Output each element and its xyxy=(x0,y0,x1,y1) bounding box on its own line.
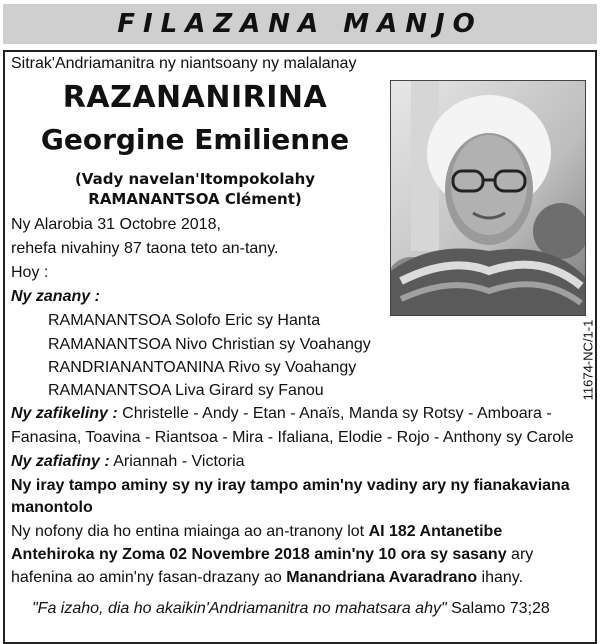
verse-quote: "Fa izaho, dia ho akaikin'Andriamanitra no mahatsara ahy" xyxy=(32,600,447,617)
deceased-surname: RAZANANIRINA xyxy=(62,80,328,115)
funeral-text-g: ihany. xyxy=(477,569,524,586)
child-item: RAMANANTSOA Nivo Christian sy Voahangy xyxy=(48,336,371,353)
child-item: RANDRIANANTOANINA Rivo sy Voahangy xyxy=(48,359,357,376)
burial-place: Manandriana Avaradrano xyxy=(286,569,478,586)
header-title: FILAZANA MANJO xyxy=(117,9,483,39)
funeral-line-2 xyxy=(11,546,533,564)
funeral-text-e: hafenina ao amin'ny fasan-drazany ao xyxy=(11,569,287,586)
funeral-address: AI 182 Antanetibe xyxy=(368,523,503,540)
verse-reference: Salamo 73;28 xyxy=(446,600,550,617)
funeral-text-d: ary xyxy=(506,546,534,563)
bible-verse xyxy=(32,600,550,618)
child-item: RAMANANTSOA Liva Girard sy Fanou xyxy=(48,382,324,399)
great-grandchildren-names: Ariannah - Victoria xyxy=(109,453,245,470)
spouse-line-1: (Vady navelan'Itompokolahy xyxy=(74,170,316,188)
deceased-given-names: Georgine Emilienne xyxy=(40,123,350,156)
grandchildren-names-1: Christelle - Andy - Etan - Anaïs, Manda sy Rotsy - Amboara - xyxy=(117,405,552,422)
portrait-photo xyxy=(390,80,586,316)
hoy-line: Hoy : xyxy=(11,264,49,281)
portrait-image xyxy=(391,81,585,315)
reference-code: 11674-NC/1-1 xyxy=(580,319,596,401)
age-line: rehefa nivahiny 87 taona teto an-tany. xyxy=(11,240,279,257)
grandchildren-line-2: Fanasina, Toavina - Riantsoa - Mira - Ifaliana, Elodie - Rojo - Anthony sy Carole xyxy=(11,429,574,446)
funeral-text-a: Ny nofony dia ho entina miainga ao an-tranony lot xyxy=(11,523,369,540)
children-label: Ny zanany : xyxy=(11,288,100,305)
great-grandchildren-label: Ny zafiafiny : xyxy=(11,453,110,470)
family-line-1: Ny iray tampo aminy sy ny iray tampo amin'ny vadiny ary ny fianakaviana xyxy=(11,477,570,494)
child-item: RAMANANTSOA Solofo Eric sy Hanta xyxy=(48,312,321,329)
grandchildren-label: Ny zafikeliny : xyxy=(11,405,118,422)
grandchildren-line-1 xyxy=(11,405,552,423)
funeral-line-3 xyxy=(11,569,523,587)
header-banner xyxy=(3,4,597,44)
funeral-datetime: Antehiroka ny Zoma 02 Novembre 2018 amin'ny 10 ora sy sasany xyxy=(11,546,507,563)
great-grandchildren-line xyxy=(11,453,245,471)
intro-text: Sitrak'Andriamanitra ny niantsoany ny malalanay xyxy=(11,55,357,72)
funeral-line-1 xyxy=(11,523,502,541)
family-line-2: manontolo xyxy=(11,499,93,516)
spouse-line-2: RAMANANTSOA Clément) xyxy=(88,190,302,208)
death-date-line: Ny Alarobia 31 Octobre 2018, xyxy=(11,216,221,233)
